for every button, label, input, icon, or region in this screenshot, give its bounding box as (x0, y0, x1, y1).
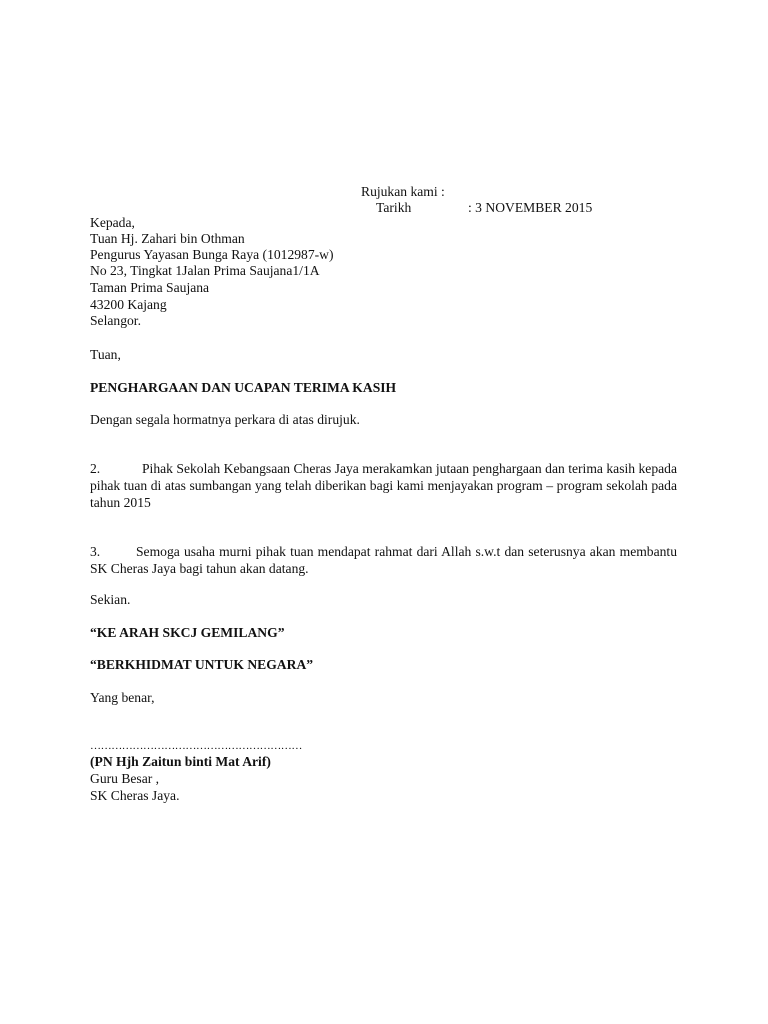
signatory-name: (PN Hjh Zaitun binti Mat Arif) (90, 754, 271, 769)
intro-paragraph: Dengan segala hormatnya perkara di atas dirujuk. (90, 412, 360, 427)
date-value: : 3 NOVEMBER 2015 (468, 200, 593, 215)
recipient-salutation: Kepada, (90, 215, 135, 230)
reference-label: Rujukan kami : (361, 184, 445, 199)
paragraph-2-text: Pihak Sekolah Kebangsaan Cheras Jaya merakamkan jutaan penghargaan dan terima kasih kepada pihak tuan di atas sumbangan yang telah diberikan bagi kami menjayakan program – program sekolah pada tahun 2015 (90, 461, 677, 510)
recipient-postcode-city: 43200 Kajang (90, 297, 167, 312)
motto-2: “BERKHIDMAT UNTUK NEGARA” (90, 657, 314, 672)
signatory-title: Guru Besar , (90, 771, 160, 786)
paragraph-3-number: 3. (90, 544, 101, 559)
recipient-name: Tuan Hj. Zahari bin Othman (90, 231, 245, 246)
motto-1: “KE ARAH SKCJ GEMILANG” (90, 625, 285, 640)
recipient-state: Selangor. (90, 313, 141, 328)
greeting: Tuan, (90, 347, 121, 362)
recipient-address-line2: Taman Prima Saujana (90, 280, 210, 295)
paragraph-2-number: 2. (90, 461, 101, 476)
signature-line: …………………………………………………… (90, 740, 303, 752)
recipient-position: Pengurus Yayasan Bunga Raya (1012987-w) (90, 247, 334, 262)
recipient-address-line1: No 23, Tingkat 1Jalan Prima Saujana1/1A (90, 263, 320, 278)
paragraph-3-text: Semoga usaha murni pihak tuan mendapat rahmat dari Allah s.w.t dan seterusnya akan membantu SK Cheras Jaya bagi tahun akan datang. (90, 544, 677, 576)
signatory-school: SK Cheras Jaya. (90, 788, 180, 803)
closing-yours: Yang benar, (90, 690, 155, 705)
paragraph-2 (90, 460, 677, 511)
date-label: Tarikh (376, 200, 412, 215)
paragraph-3 (90, 543, 677, 577)
letter-subject: PENGHARGAAN DAN UCAPAN TERIMA KASIH (90, 380, 397, 395)
closing-sekian: Sekian. (90, 592, 131, 607)
